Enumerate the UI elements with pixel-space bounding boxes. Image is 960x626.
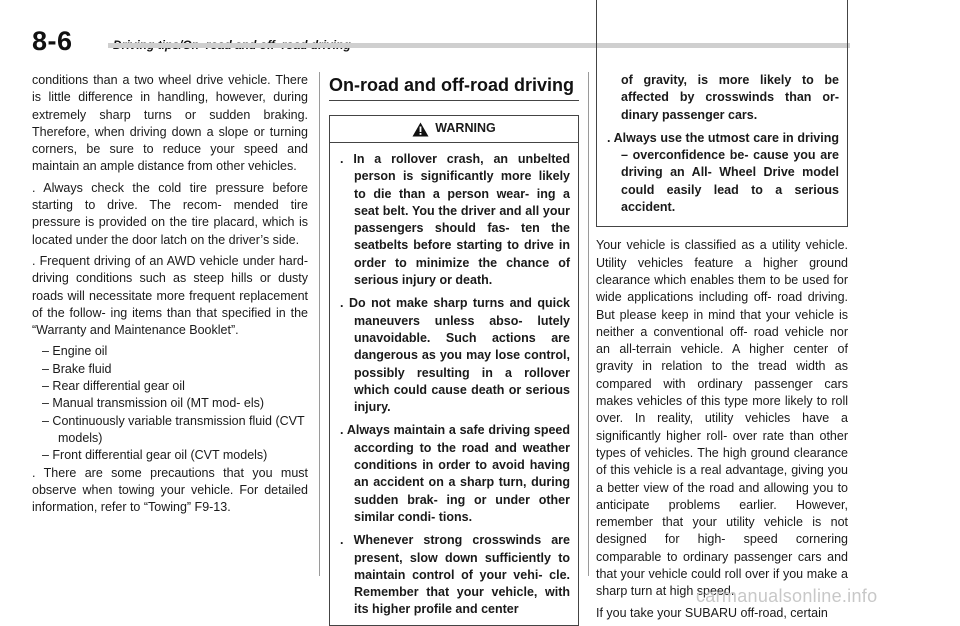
warning-continuation: of gravity, is more likely to be affected by crosswinds than or- dinary passenger cars. xyxy=(621,73,839,122)
warning-item: . Always use the utmost care in driving – overconfidence be- cause you are driving an All- Wheel Drive model could easily lead to a serious accident. xyxy=(607,130,839,215)
column-2 xyxy=(329,72,579,626)
warning-item: . Whenever strong crosswinds are present, slow down sufficiently to maintain control of your vehi- cle. Remember that your vehicle, with its higher profile and center xyxy=(340,533,570,617)
bullet-marker: . xyxy=(32,465,36,480)
warning-item: . Always maintain a safe driving speed according to the road and weather conditions in order to avoid having an accident on a sharp turn, during sudden brak- ing or under other similar condi- tions. xyxy=(340,423,570,524)
page-number: 8-6 xyxy=(32,26,73,56)
column-divider xyxy=(588,72,589,576)
list-item: – Front differential gear oil (CVT models) xyxy=(42,448,268,463)
list-item: – Manual transmission oil (MT mod- els) xyxy=(42,396,265,411)
watermark: carmanualsonline.info xyxy=(696,586,878,606)
warning-label: WARNING xyxy=(435,121,496,136)
bullet-marker: . xyxy=(32,180,36,195)
intro-paragraph: conditions than a two wheel drive vehicle. There is little difference in handling, however, during extremely sharp turns or sudden braking. Therefore, when driving down a slope or turning corners, be sure to reduce your speed and maintain an ample distance from other vehicles. xyxy=(32,73,308,174)
list-item: – Rear differential gear oil xyxy=(42,379,185,394)
section-heading: On-road and off-road driving xyxy=(329,74,579,101)
warning-icon xyxy=(412,122,429,137)
body-last-line: If you take your SUBARU off-road, certain xyxy=(596,605,828,620)
bullet-replacement: . Frequent driving of an AWD vehicle under hard-driving conditions such as steep hills or dusty roads will necessitate more frequent replacement of the follow- ing items than that specified in the “Warranty and Maintenance Booklet”. xyxy=(32,253,309,338)
warning-item: . Do not make sharp turns and quick maneuvers unless abso- lutely unavoidable. Such actions are dangerous as you may lose control, possibly resulting in a rollover which could cause death or serious injury. xyxy=(340,296,570,415)
column-1 xyxy=(32,72,308,520)
bullet-towing: . There are some precautions that you must observe when towing your vehicle. For detailed information, refer to “Towing” F9-13. xyxy=(32,465,308,515)
maintenance-list xyxy=(32,343,308,464)
list-item: – Continuously variable transmission fluid (CVT models) xyxy=(42,413,305,445)
column-divider xyxy=(319,72,320,576)
bullet-tire-pressure: . Always check the cold tire pressure before starting to drive. The recom- mended tire pressure is provided on the tire placard, which is located under the door latch on the driver’s side. xyxy=(32,180,308,247)
list-item: – Engine oil xyxy=(42,344,108,359)
warning-box-continued xyxy=(596,0,848,227)
list-item: – Brake fluid xyxy=(42,361,112,376)
warning-item: . In a rollover crash, an unbelted person is significantly more likely to die than a person wear- ing a seat belt. You the driver and all your passengers should fas- ten the seatbelts before starting to drive in order to minimize the chance of serious injury or death. xyxy=(340,152,570,288)
bullet-marker: . xyxy=(32,253,36,268)
warning-header xyxy=(330,116,578,143)
column-3 xyxy=(596,72,848,626)
warning-box xyxy=(329,115,579,626)
body-paragraph: Your vehicle is classified as a utility vehicle. Utility vehicles feature a higher ground clearance which enables them to be used for wide applications including off- road driving. But please keep in mind that your vehicle is neither a conventional off- road vehicle nor an all-terrain vehicle. A higher center of gravity in relation to the tread width as compared with ordinary passenger cars makes vehicles of this type more likely to roll over. In reality, utility vehicles have a significantly higher roll- over rate than other types of vehicles. The high ground clearance of this vehicle is a real advantage, giving you a better view of the road and allowing you to anticipate problems earlier. However, remember that your utility vehicle is not designed for high- speed cornering comparable to ordinary passenger cars and that your vehicle could roll over if you make a sharp turn at high speed. xyxy=(596,238,848,599)
warning-body xyxy=(330,143,578,625)
